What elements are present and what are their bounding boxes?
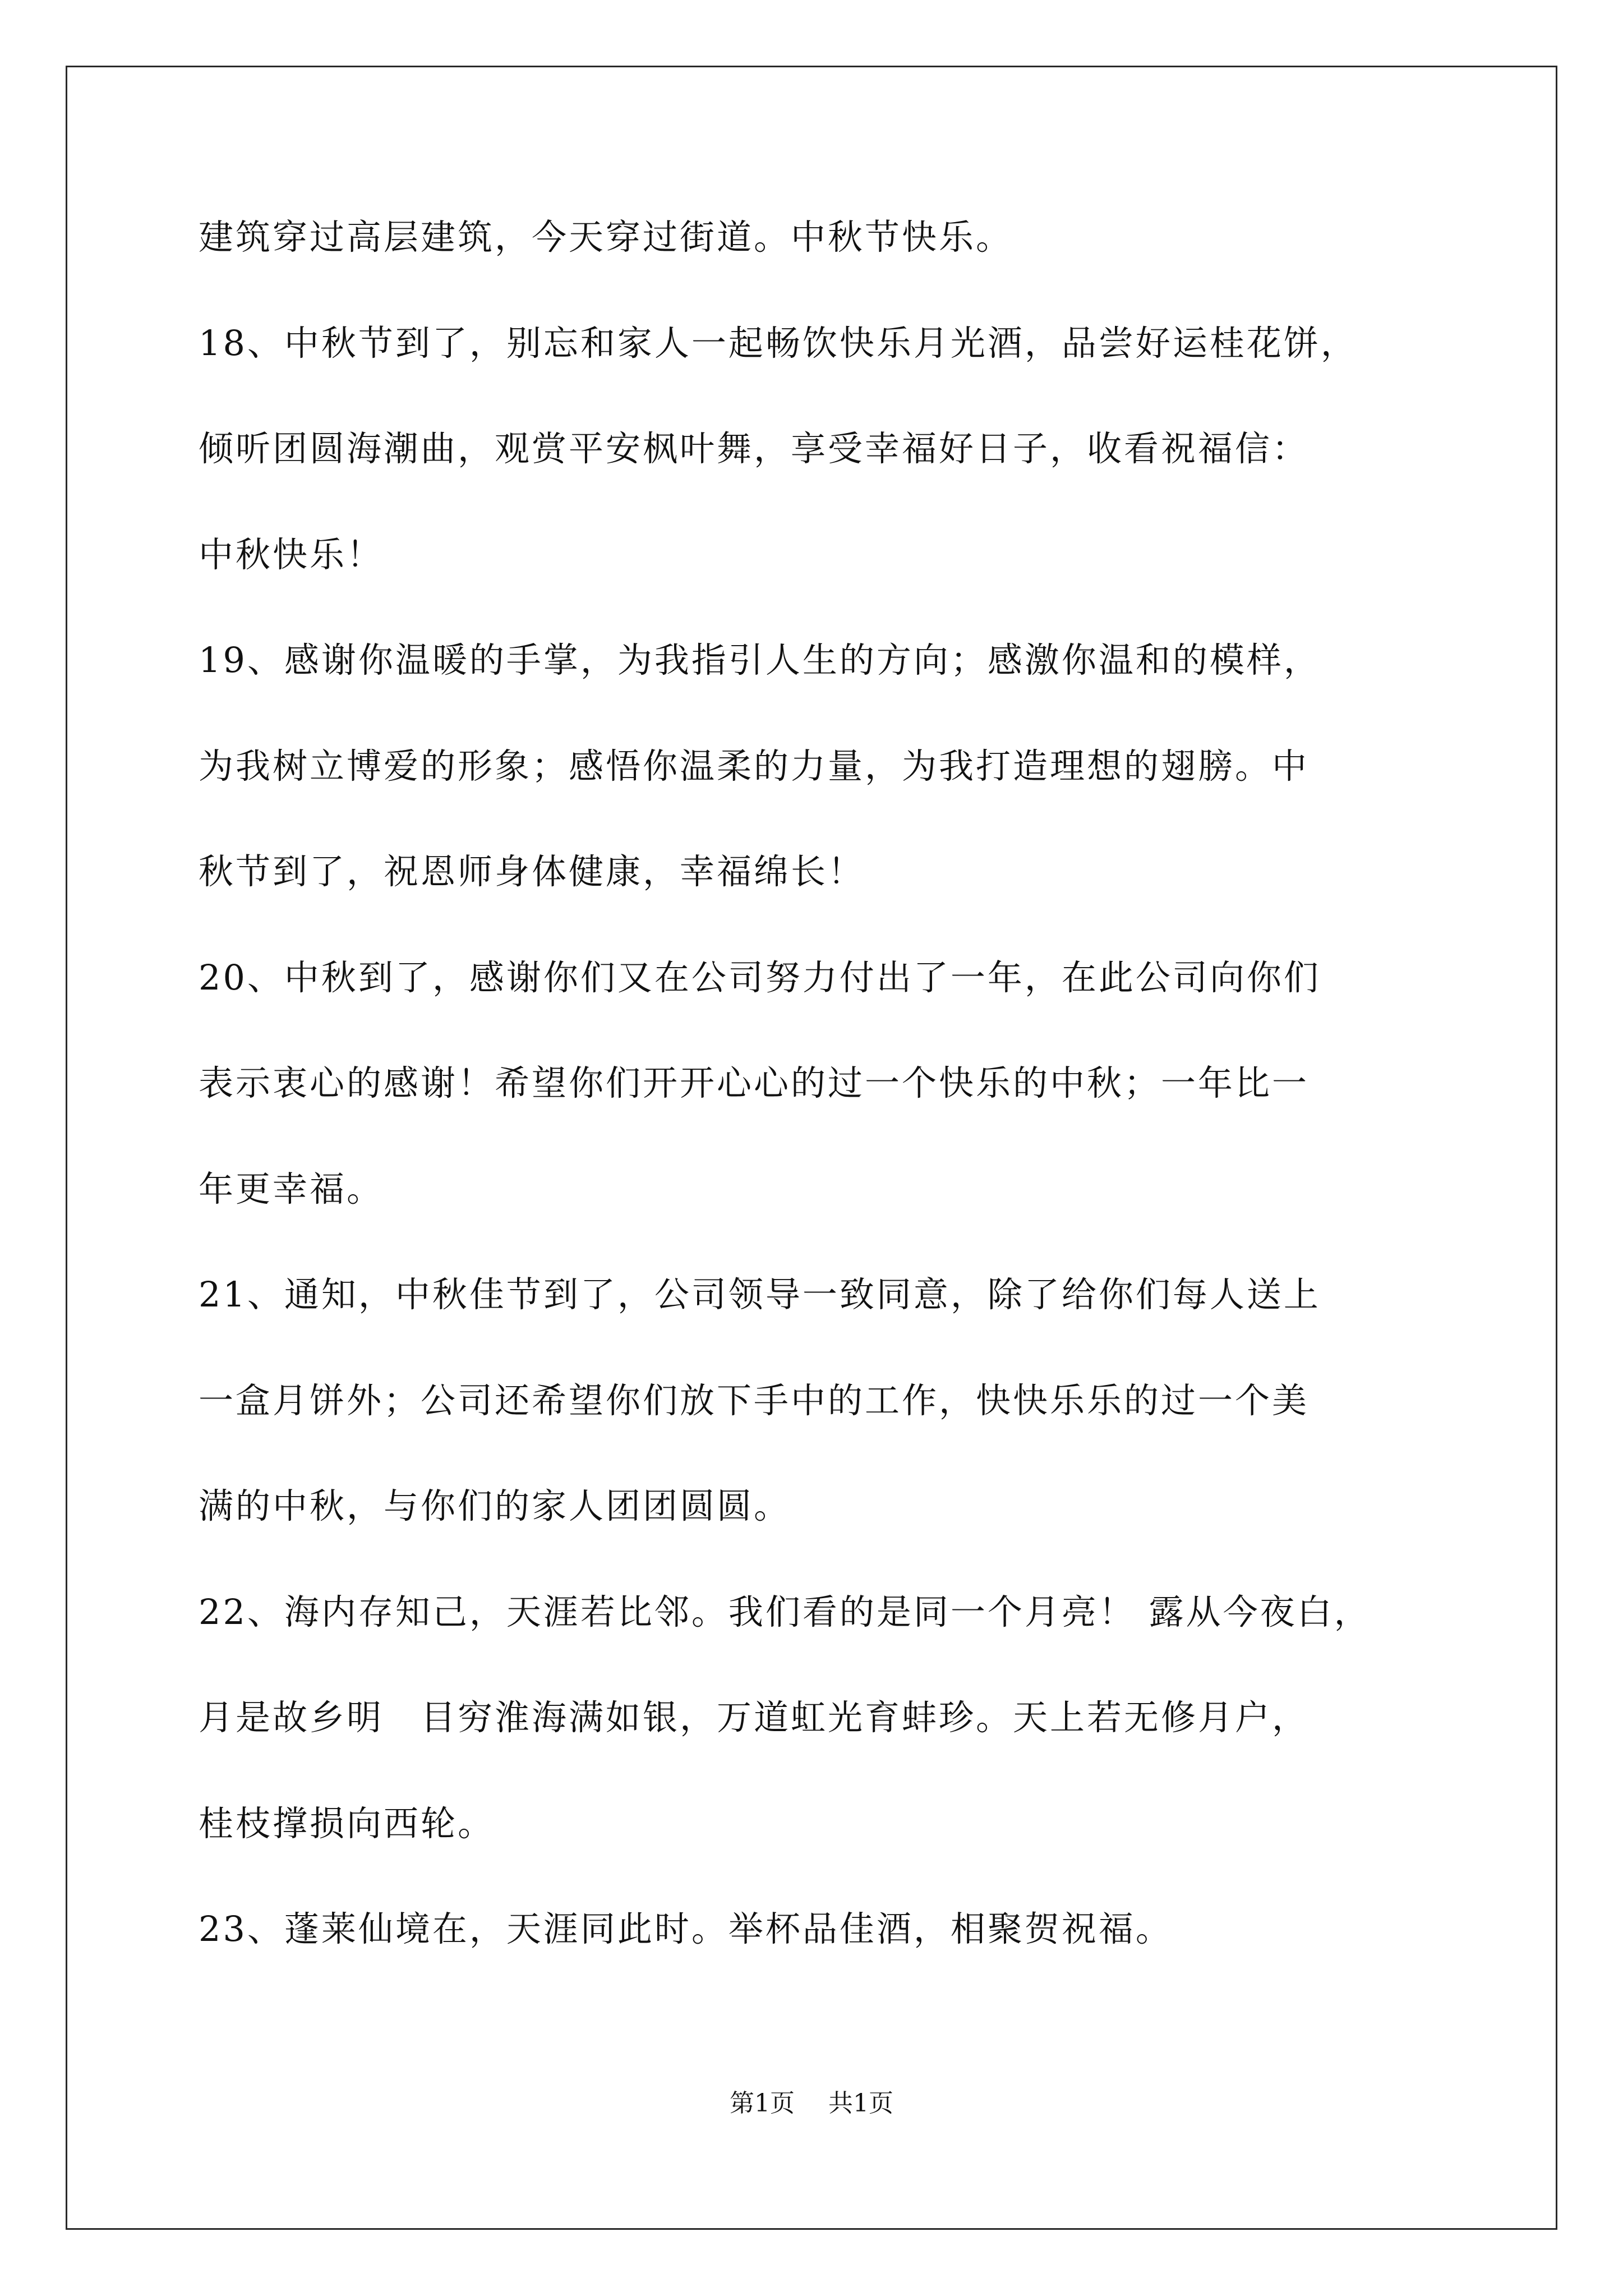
text-line: 22、海内存知己，天涯若比邻。我们看的是同一个月亮！ 露从今夜白， <box>199 1591 1371 1632</box>
page-number-current: 第1页 <box>730 2089 795 2118</box>
text-line: 中秋快乐！ <box>199 534 384 575</box>
text-line: 建筑穿过高层建筑，今天穿过街道。中秋节快乐。 <box>199 217 1013 257</box>
text-line: 一盒月饼外；公司还希望你们放下手中的工作，快快乐乐的过一个美 <box>199 1380 1310 1421</box>
text-line: 表示衷心的感谢！希望你们开开心心的过一个快乐的中秋；一年比一 <box>199 1062 1310 1103</box>
page-footer <box>0 2087 1623 2120</box>
text-line: 倾听团圆海潮曲，观赏平安枫叶舞，享受幸福好日子，收看祝福信： <box>199 428 1310 469</box>
text-line: 桂枝撑损向西轮。 <box>199 1803 495 1844</box>
text-line: 年更幸福。 <box>199 1168 384 1209</box>
text-line: 月是故乡明 目穷淮海满如银，万道虹光育蚌珍。天上若无修月户， <box>199 1697 1310 1738</box>
text-line: 秋节到了，祝恩师身体健康，幸福绵长！ <box>199 851 865 892</box>
text-line: 21、通知，中秋佳节到了，公司领导一致同意，除了给你们每人送上 <box>199 1274 1321 1315</box>
text-line: 满的中秋，与你们的家人团团圆圆。 <box>199 1485 791 1526</box>
page-number-total: 共1页 <box>828 2089 893 2118</box>
page-border <box>66 66 1557 2230</box>
text-line: 18、中秋节到了，别忘和家人一起畅饮快乐月光酒，品尝好运桂花饼， <box>199 323 1358 364</box>
text-line: 23、蓬莱仙境在，天涯同此时。举杯品佳酒，相聚贺祝福。 <box>199 1908 1173 1949</box>
text-line: 为我树立博爱的形象；感悟你温柔的力量，为我打造理想的翅膀。中 <box>199 746 1310 786</box>
text-line: 19、感谢你温暖的手掌，为我指引人生的方向；感激你温和的模样， <box>199 639 1321 680</box>
text-line: 20、中秋到了，感谢你们又在公司努力付出了一年，在此公司向你们 <box>199 957 1321 998</box>
